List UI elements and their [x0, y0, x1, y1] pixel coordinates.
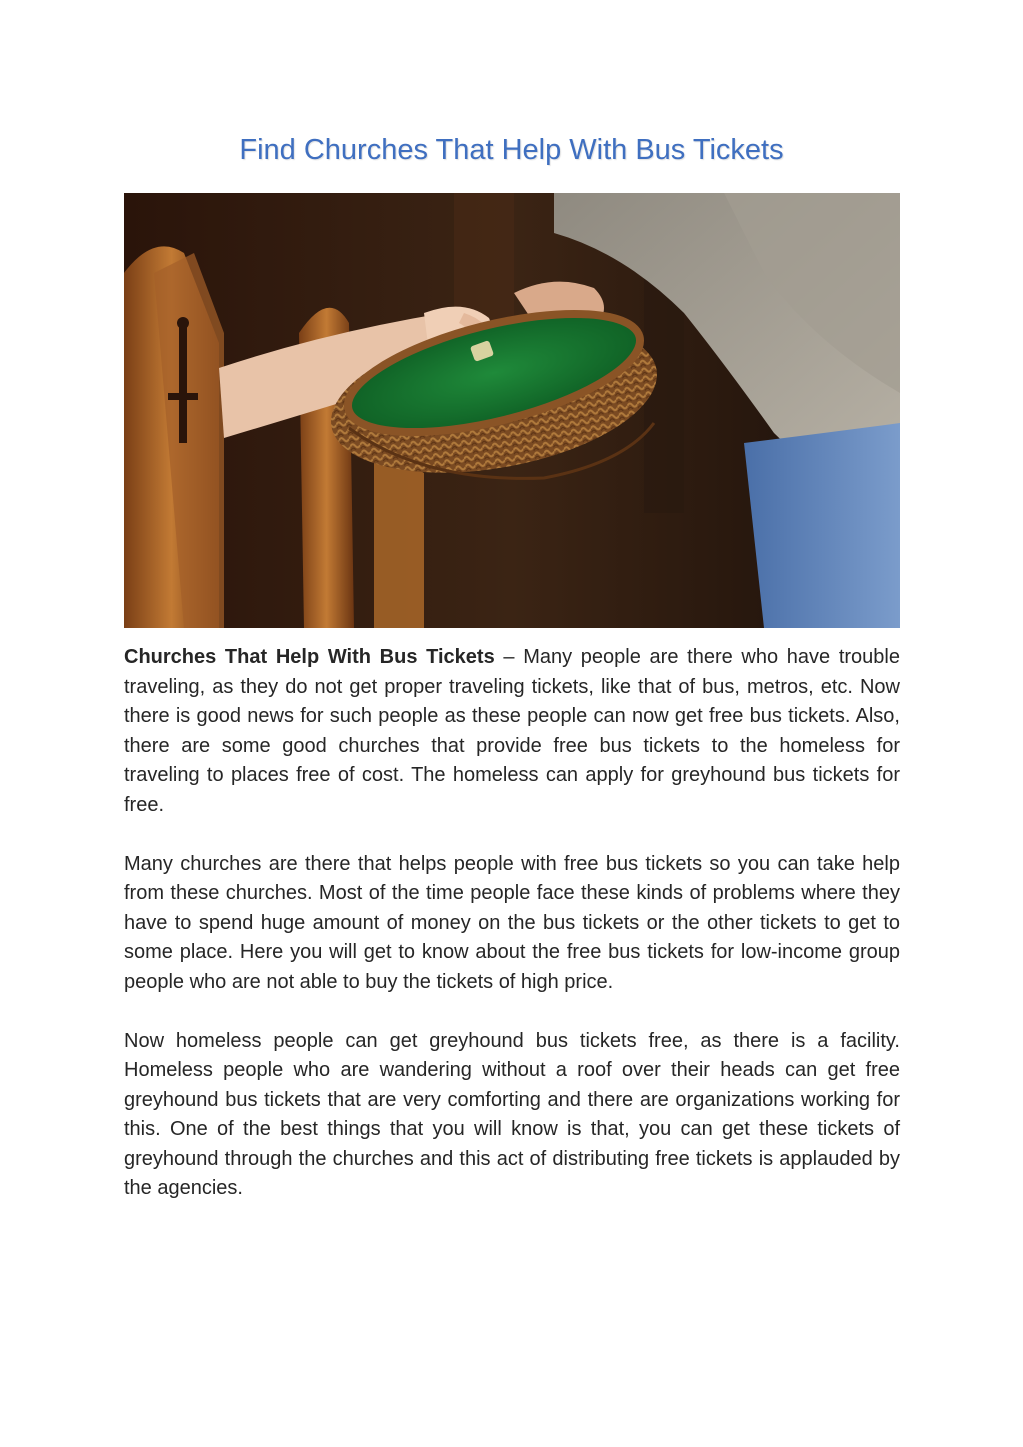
paragraph-greyhound: Now homeless people can get greyhound bus tickets free, as there is a facility. Homeless people who are wandering without a roof over their heads can get free greyhound bus tickets that are very comforting and there are organizations working for this. One of the best things that you will know is that, you can get these tickets of greyhound through the churches and this act of distributing free tickets is applauded by the agencies.	[124, 1029, 900, 1199]
paragraph-intro-text: – Many people are there who have trouble traveling, as they do not get proper traveling tickets, like that of bus, metros, etc. Now there is good news for such people as these people can now get free bus tickets. Also, there are some good churches that provide free bus tickets to the homeless for traveling to places free of cost. The homeless can apply for greyhound bus tickets for free.	[124, 646, 900, 816]
paragraph-intro	[124, 643, 900, 820]
paragraph-churches: Many churches are there that helps people with free bus tickets so you can take help from these churches. Most of the time people face these kinds of problems where they have to spend huge amount of money on the bus tickets or the other tickets to get to some place. Here you will get to know about the free bus tickets for low-income group people who are not able to buy the tickets of high price.	[124, 852, 900, 993]
paragraph-intro-lead: Churches That Help With Bus Tickets	[124, 646, 495, 668]
page-title: Find Churches That Help With Bus Tickets	[239, 134, 784, 166]
article-body	[124, 643, 900, 1233]
offering-basket-photo	[124, 193, 900, 628]
